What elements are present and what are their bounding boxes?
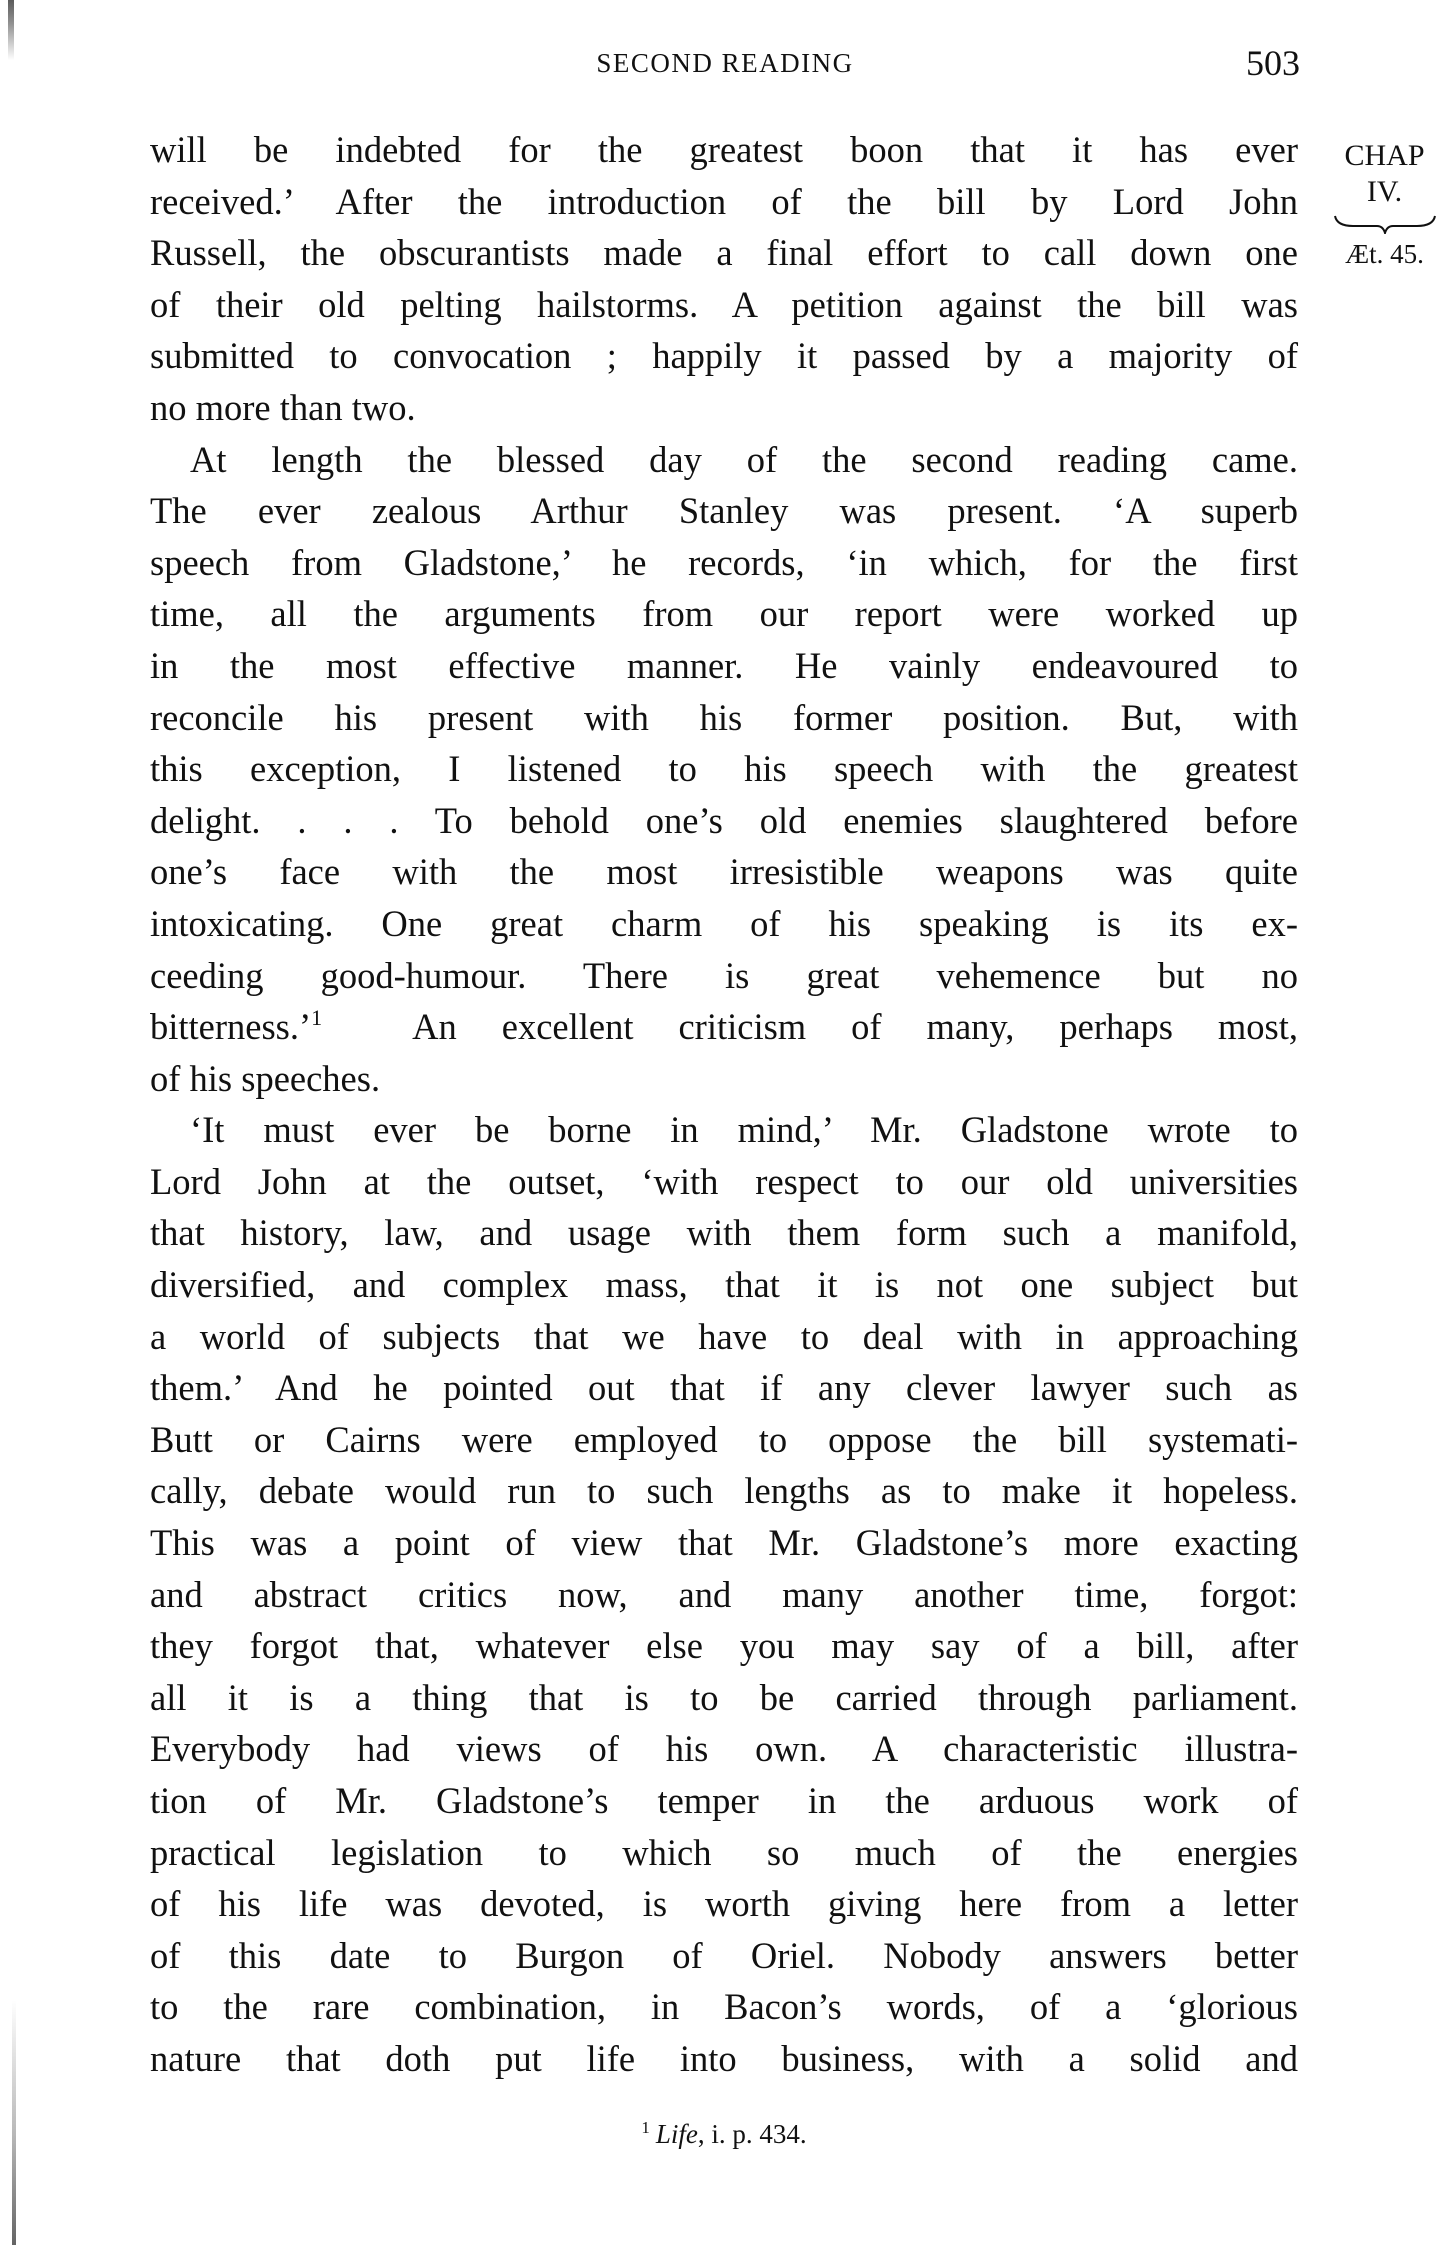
text-line: The ever zealous Arthur Stanley was present. ‘A superb xyxy=(150,490,1298,532)
chapter-label: CHAP xyxy=(1344,139,1425,172)
running-head xyxy=(150,42,1300,92)
text-line: that history, law, and usage with them form such a manifold, xyxy=(150,1212,1298,1254)
footnote xyxy=(150,2118,1298,2150)
text-line: diversified, and complex mass, that it is not one subject but xyxy=(150,1264,1298,1306)
text-line: ‘It must ever be borne in mind,’ Mr. Gladstone wrote to xyxy=(190,1109,1298,1151)
text-line: them.’ And he pointed out that if any clever lawyer such as xyxy=(150,1367,1298,1409)
margin-note xyxy=(1330,138,1439,272)
text-line: all it is a thing that is to be carried through parliament. xyxy=(150,1676,1298,1718)
text-line: nature that doth put life into business, with a solid and xyxy=(150,2037,1298,2079)
footnote-marker: 1 xyxy=(641,2118,650,2137)
text-line: At length the blessed day of the second reading came. xyxy=(190,438,1298,480)
text-line: Lord John at the outset, ‘with respect to our old universities xyxy=(150,1160,1298,1202)
text-line: of his life was devoted, is worth giving here from a letter xyxy=(150,1883,1298,1925)
paragraph-1 xyxy=(150,124,1298,434)
text-line: to the rare combination, in Bacon’s words, of a ‘glorious xyxy=(150,1986,1298,2028)
text-line: of this date to Burgon of Oriel. Nobody answers better xyxy=(150,1934,1298,1976)
text-line: cally, debate would run to such lengths as to make it hopeless. xyxy=(150,1470,1298,1512)
scan-binding-shadow-bottom xyxy=(12,2000,16,2245)
running-title: SECOND READING xyxy=(596,48,854,78)
text-fragment: bitterness.’ xyxy=(150,1006,312,1048)
text-line: time, all the arguments from our report were worked up xyxy=(150,593,1298,635)
text-line: Russell, the obscurantists made a final effort to call down one xyxy=(150,232,1298,274)
text-line-with-footnote xyxy=(150,1001,1298,1053)
scan-binding-shadow-top xyxy=(8,0,14,60)
body-text xyxy=(150,124,1298,2085)
text-line: reconcile his present with his former position. But, with xyxy=(150,696,1298,738)
chapter-number: IV. xyxy=(1366,175,1403,208)
text-line: in the most effective manner. He vainly endeavoured to xyxy=(150,644,1298,686)
text-line: ceeding good-humour. There is great vehemence but no xyxy=(150,954,1298,996)
text-line: and abstract critics now, and many another time, forgot: xyxy=(150,1573,1298,1615)
text-line: they forgot that, whatever else you may say of a bill, after xyxy=(150,1625,1298,1667)
curly-brace-icon xyxy=(1333,214,1437,234)
text-line: Butt or Cairns were employed to oppose the bill systemati- xyxy=(150,1418,1298,1460)
footnote-source-title: Life xyxy=(655,2119,698,2149)
text-line: This was a point of view that Mr. Gladstone’s more exacting xyxy=(150,1522,1298,1564)
text-line: tion of Mr. Gladstone’s temper in the arduous work of xyxy=(150,1780,1298,1821)
text-line: no more than two. xyxy=(150,386,416,428)
text-line: received.’ After the introduction of the bill by Lord John xyxy=(150,180,1298,222)
text-line: one’s face with the most irresistible weapons was quite xyxy=(150,851,1298,893)
text-line: of their old pelting hailstorms. A petition against the bill was xyxy=(150,283,1298,325)
text-line: intoxicating. One great charm of his speaking is its ex- xyxy=(150,902,1298,944)
text-line: submitted to convocation ; happily it passed by a majority of xyxy=(150,335,1298,377)
text-fragment: An excellent criticism of many, perhaps most, xyxy=(412,1006,1299,1048)
text-line: will be indebted for the greatest boon that it has ever xyxy=(150,129,1298,170)
text-line: this exception, I listened to his speech with the greatest xyxy=(150,748,1298,790)
footnote-reference-text: , i. p. 434. xyxy=(697,2119,807,2149)
text-line: Everybody had views of his own. A characteristic illustra- xyxy=(150,1728,1298,1770)
paragraph-2 xyxy=(150,434,1298,1105)
text-line: speech from Gladstone,’ he records, ‘in which, for the first xyxy=(150,541,1298,583)
text-line: a world of subjects that we have to deal with in approaching xyxy=(150,1315,1298,1357)
text-line: of his speeches. xyxy=(150,1057,381,1099)
text-line: practical legislation to which so much of the energies xyxy=(150,1831,1298,1873)
footnote-reference[interactable]: 1 xyxy=(311,1005,323,1031)
text-line: delight. . . . To behold one’s old enemies slaughtered before xyxy=(150,799,1298,841)
age-note: Æt. 45. xyxy=(1345,239,1424,269)
paragraph-3 xyxy=(150,1104,1298,2084)
page-number: 503 xyxy=(1246,43,1300,83)
